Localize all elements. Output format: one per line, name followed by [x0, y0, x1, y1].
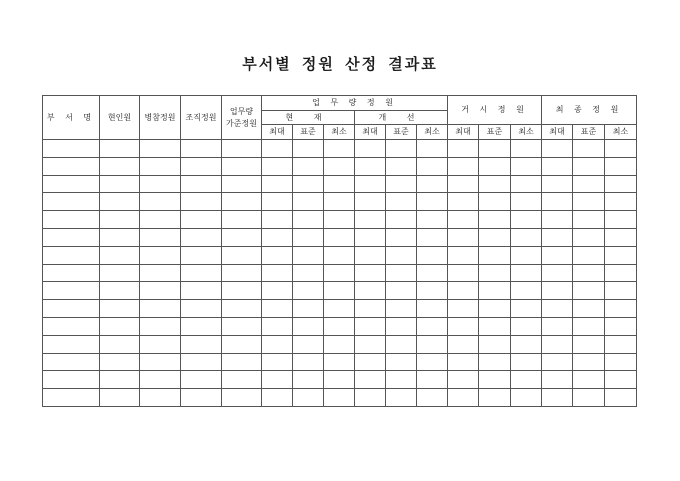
- table-cell: [181, 353, 222, 371]
- table-cell: [100, 228, 140, 246]
- table-cell: [573, 371, 605, 389]
- table-cell: [511, 389, 542, 407]
- table-cell: [479, 264, 511, 282]
- table-cell: [386, 371, 417, 389]
- table-cell: [573, 353, 605, 371]
- table-cell: [181, 211, 222, 229]
- table-cell: [100, 140, 140, 158]
- table-row: [43, 264, 637, 282]
- header-macro-min: 최소: [511, 125, 542, 140]
- table-cell: [293, 300, 324, 318]
- table-cell: [479, 371, 511, 389]
- table-cell: [386, 175, 417, 193]
- table-cell: [386, 353, 417, 371]
- table-cell: [293, 140, 324, 158]
- table-cell: [293, 211, 324, 229]
- table-row: [43, 228, 637, 246]
- table-cell: [140, 157, 181, 175]
- table-cell: [324, 300, 355, 318]
- table-cell: [417, 371, 448, 389]
- table-cell: [355, 282, 386, 300]
- table-cell: [479, 300, 511, 318]
- staffing-result-table: [42, 95, 637, 407]
- table-cell: [355, 371, 386, 389]
- table-cell: [573, 335, 605, 353]
- table-cell: [140, 140, 181, 158]
- header-workload-line2: 가준정원: [226, 118, 257, 128]
- table-cell: [479, 193, 511, 211]
- table-cell: [479, 335, 511, 353]
- table-cell: [479, 211, 511, 229]
- table-cell: [181, 246, 222, 264]
- table-cell: [181, 389, 222, 407]
- table-cell: [262, 211, 293, 229]
- table-row: [43, 193, 637, 211]
- table-cell: [511, 353, 542, 371]
- table-cell: [293, 193, 324, 211]
- table-cell: [181, 300, 222, 318]
- table-cell: [140, 300, 181, 318]
- table-cell: [386, 228, 417, 246]
- table-cell: [479, 140, 511, 158]
- page-title: 부서별 정원 산정 결과표: [242, 55, 438, 73]
- table-cell: [448, 317, 479, 335]
- header-macro-standard: 표준: [479, 125, 511, 140]
- table-cell: [355, 264, 386, 282]
- table-cell: [355, 157, 386, 175]
- table-cell: [100, 300, 140, 318]
- header-current-standard: 표준: [293, 125, 324, 140]
- table-cell: [43, 282, 100, 300]
- table-cell: [140, 228, 181, 246]
- table-cell: [417, 300, 448, 318]
- header-workload-line1: 업무량: [229, 106, 254, 116]
- table-cell: [511, 317, 542, 335]
- table-cell: [100, 317, 140, 335]
- table-cell: [417, 193, 448, 211]
- table-cell: [448, 175, 479, 193]
- table-cell: [355, 353, 386, 371]
- table-cell: [293, 175, 324, 193]
- table-cell: [542, 353, 573, 371]
- table-cell: [181, 264, 222, 282]
- table-cell: [100, 193, 140, 211]
- table-cell: [324, 175, 355, 193]
- table-cell: [448, 193, 479, 211]
- table-cell: [417, 140, 448, 158]
- table-cell: [100, 175, 140, 193]
- table-row: [43, 282, 637, 300]
- table-cell: [222, 389, 262, 407]
- table-cell: [43, 228, 100, 246]
- header-current-max: 최대: [262, 125, 293, 140]
- table-cell: [262, 175, 293, 193]
- table-cell: [324, 371, 355, 389]
- table-cell: [222, 228, 262, 246]
- table-cell: [605, 175, 637, 193]
- table-cell: [479, 157, 511, 175]
- table-cell: [262, 335, 293, 353]
- table-cell: [43, 353, 100, 371]
- table-cell: [448, 157, 479, 175]
- header-final-quota-group: 최 종 정 원: [542, 96, 637, 125]
- table-row: [43, 389, 637, 407]
- table-cell: [542, 211, 573, 229]
- table-row: [43, 140, 637, 158]
- table-cell: [222, 175, 262, 193]
- table-cell: [43, 317, 100, 335]
- table-cell: [324, 193, 355, 211]
- table-cell: [222, 246, 262, 264]
- table-cell: [511, 335, 542, 353]
- table-cell: [43, 264, 100, 282]
- table-cell: [605, 389, 637, 407]
- table-cell: [293, 264, 324, 282]
- table-cell: [100, 282, 140, 300]
- table-cell: [100, 335, 140, 353]
- table-cell: [100, 264, 140, 282]
- table-cell: [222, 157, 262, 175]
- table-cell: [324, 211, 355, 229]
- table-cell: [293, 228, 324, 246]
- table-cell: [417, 157, 448, 175]
- table-cell: [262, 371, 293, 389]
- table-cell: [386, 264, 417, 282]
- table-cell: [386, 300, 417, 318]
- table-cell: [511, 140, 542, 158]
- table-cell: [140, 335, 181, 353]
- table-cell: [324, 317, 355, 335]
- table-cell: [262, 228, 293, 246]
- table-cell: [386, 193, 417, 211]
- table-cell: [417, 317, 448, 335]
- header-macro-max: 최대: [448, 125, 479, 140]
- table-cell: [262, 300, 293, 318]
- table-cell: [293, 246, 324, 264]
- table-cell: [140, 389, 181, 407]
- table-cell: [355, 175, 386, 193]
- table-row: [43, 317, 637, 335]
- header-reference-quota: 병참정원: [140, 96, 181, 140]
- table-cell: [222, 335, 262, 353]
- table-cell: [542, 175, 573, 193]
- table-cell: [324, 246, 355, 264]
- table-cell: [386, 246, 417, 264]
- table-cell: [479, 282, 511, 300]
- table-row: [43, 246, 637, 264]
- table-cell: [542, 264, 573, 282]
- header-improved-standard: 표준: [386, 125, 417, 140]
- table-cell: [262, 157, 293, 175]
- table-cell: [417, 335, 448, 353]
- table-cell: [573, 317, 605, 335]
- table-cell: [324, 140, 355, 158]
- table-cell: [293, 282, 324, 300]
- table-cell: [262, 282, 293, 300]
- table-cell: [417, 353, 448, 371]
- table-cell: [417, 389, 448, 407]
- table-cell: [324, 282, 355, 300]
- table-cell: [43, 335, 100, 353]
- table-cell: [100, 246, 140, 264]
- table-cell: [605, 211, 637, 229]
- table-cell: [542, 389, 573, 407]
- table-cell: [417, 211, 448, 229]
- table-cell: [100, 353, 140, 371]
- table-cell: [479, 175, 511, 193]
- table-cell: [386, 140, 417, 158]
- table-cell: [43, 211, 100, 229]
- table-cell: [355, 317, 386, 335]
- table-cell: [605, 282, 637, 300]
- table-cell: [448, 300, 479, 318]
- table-cell: [605, 317, 637, 335]
- table-cell: [479, 389, 511, 407]
- table-cell: [386, 282, 417, 300]
- table-cell: [262, 246, 293, 264]
- header-final-standard: 표준: [573, 125, 605, 140]
- table-cell: [448, 389, 479, 407]
- table-cell: [140, 317, 181, 335]
- table-cell: [100, 157, 140, 175]
- table-cell: [573, 157, 605, 175]
- table-cell: [479, 317, 511, 335]
- table-cell: [417, 175, 448, 193]
- table-cell: [293, 371, 324, 389]
- table-cell: [262, 264, 293, 282]
- table-cell: [181, 282, 222, 300]
- table-cell: [355, 335, 386, 353]
- table-cell: [479, 228, 511, 246]
- table-cell: [511, 300, 542, 318]
- table-cell: [448, 140, 479, 158]
- table-cell: [573, 175, 605, 193]
- table-cell: [417, 282, 448, 300]
- table-cell: [43, 175, 100, 193]
- table-cell: [181, 157, 222, 175]
- table-cell: [140, 282, 181, 300]
- table-cell: [417, 246, 448, 264]
- table-cell: [542, 246, 573, 264]
- table-cell: [43, 389, 100, 407]
- table-cell: [355, 140, 386, 158]
- table-row: [43, 300, 637, 318]
- table-cell: [573, 264, 605, 282]
- table-cell: [293, 157, 324, 175]
- table-cell: [542, 371, 573, 389]
- header-current-group: 현 재: [262, 111, 355, 125]
- table-cell: [222, 317, 262, 335]
- table-cell: [511, 211, 542, 229]
- table-cell: [573, 193, 605, 211]
- header-final-max: 최대: [542, 125, 573, 140]
- table-cell: [43, 300, 100, 318]
- table-cell: [542, 335, 573, 353]
- table-cell: [479, 246, 511, 264]
- table-cell: [605, 140, 637, 158]
- table-cell: [605, 300, 637, 318]
- table-cell: [448, 353, 479, 371]
- table-row: [43, 371, 637, 389]
- table-cell: [542, 193, 573, 211]
- header-current-staff: 현인원: [100, 96, 140, 140]
- table-cell: [573, 211, 605, 229]
- table-cell: [324, 157, 355, 175]
- table-cell: [324, 335, 355, 353]
- table-cell: [100, 211, 140, 229]
- table-cell: [448, 371, 479, 389]
- header-improved-group: 개 선: [355, 111, 448, 125]
- table-cell: [511, 264, 542, 282]
- table-cell: [573, 300, 605, 318]
- table-cell: [293, 389, 324, 407]
- table-cell: [511, 193, 542, 211]
- table-cell: [262, 140, 293, 158]
- table-cell: [605, 335, 637, 353]
- table-cell: [181, 335, 222, 353]
- table-cell: [355, 211, 386, 229]
- table-cell: [542, 317, 573, 335]
- table-cell: [448, 211, 479, 229]
- table-cell: [605, 157, 637, 175]
- table-cell: [542, 140, 573, 158]
- table-cell: [262, 389, 293, 407]
- table-cell: [355, 246, 386, 264]
- table-cell: [605, 246, 637, 264]
- table-cell: [448, 264, 479, 282]
- table-cell: [140, 193, 181, 211]
- header-department-name: 부 서 명: [43, 96, 100, 140]
- table-cell: [262, 317, 293, 335]
- table-row: [43, 353, 637, 371]
- table-cell: [262, 353, 293, 371]
- table-cell: [324, 389, 355, 407]
- table-cell: [222, 264, 262, 282]
- table-cell: [605, 371, 637, 389]
- table-cell: [573, 246, 605, 264]
- table-cell: [605, 264, 637, 282]
- table-cell: [511, 175, 542, 193]
- table-cell: [43, 157, 100, 175]
- table-cell: [511, 371, 542, 389]
- table-cell: [324, 228, 355, 246]
- table-cell: [542, 157, 573, 175]
- table-cell: [355, 193, 386, 211]
- table-cell: [573, 389, 605, 407]
- table-cell: [140, 175, 181, 193]
- table-cell: [293, 317, 324, 335]
- table-cell: [222, 371, 262, 389]
- table-cell: [386, 389, 417, 407]
- table-cell: [140, 371, 181, 389]
- table-cell: [542, 228, 573, 246]
- table-cell: [386, 157, 417, 175]
- table-cell: [511, 157, 542, 175]
- table-cell: [355, 300, 386, 318]
- table-cell: [140, 211, 181, 229]
- table-row: [43, 335, 637, 353]
- table-cell: [605, 193, 637, 211]
- table-cell: [511, 282, 542, 300]
- header-final-min: 최소: [605, 125, 637, 140]
- table-cell: [417, 228, 448, 246]
- table-cell: [293, 353, 324, 371]
- table-row: [43, 175, 637, 193]
- header-macro-quota-group: 거 시 정 원: [448, 96, 542, 125]
- table-cell: [140, 353, 181, 371]
- header-workload-quota-group: 업 무 량 정 원: [262, 96, 448, 111]
- table-cell: [140, 264, 181, 282]
- table-cell: [448, 335, 479, 353]
- table-cell: [511, 246, 542, 264]
- header-current-min: 최소: [324, 125, 355, 140]
- table-cell: [43, 246, 100, 264]
- table-row: [43, 157, 637, 175]
- header-workload-standard: [222, 96, 262, 140]
- header-improved-max: 최대: [355, 125, 386, 140]
- table-cell: [542, 300, 573, 318]
- table-cell: [181, 371, 222, 389]
- table-cell: [448, 228, 479, 246]
- table-cell: [386, 211, 417, 229]
- table-cell: [222, 193, 262, 211]
- table-cell: [140, 246, 181, 264]
- table-cell: [605, 228, 637, 246]
- table-cell: [355, 228, 386, 246]
- table-cell: [100, 371, 140, 389]
- table-cell: [448, 246, 479, 264]
- table-cell: [222, 211, 262, 229]
- table-cell: [355, 389, 386, 407]
- header-improved-min: 최소: [417, 125, 448, 140]
- table-cell: [573, 228, 605, 246]
- table-cell: [262, 193, 293, 211]
- table-cell: [181, 175, 222, 193]
- table-cell: [222, 282, 262, 300]
- table-cell: [511, 228, 542, 246]
- table-cell: [43, 371, 100, 389]
- table-cell: [324, 353, 355, 371]
- table-cell: [222, 353, 262, 371]
- table-cell: [324, 264, 355, 282]
- table-cell: [542, 282, 573, 300]
- table-row: [43, 211, 637, 229]
- table-cell: [43, 193, 100, 211]
- table-cell: [386, 335, 417, 353]
- table-cell: [386, 317, 417, 335]
- table-cell: [573, 282, 605, 300]
- table-cell: [573, 140, 605, 158]
- table-cell: [100, 389, 140, 407]
- table-cell: [222, 300, 262, 318]
- header-org-quota: 조직정원: [181, 96, 222, 140]
- table-cell: [181, 228, 222, 246]
- table-cell: [479, 353, 511, 371]
- table-cell: [43, 140, 100, 158]
- table-cell: [222, 140, 262, 158]
- table-cell: [293, 335, 324, 353]
- table-cell: [181, 140, 222, 158]
- table-cell: [417, 264, 448, 282]
- table-cell: [181, 193, 222, 211]
- table-cell: [605, 353, 637, 371]
- table-cell: [448, 282, 479, 300]
- table-cell: [181, 317, 222, 335]
